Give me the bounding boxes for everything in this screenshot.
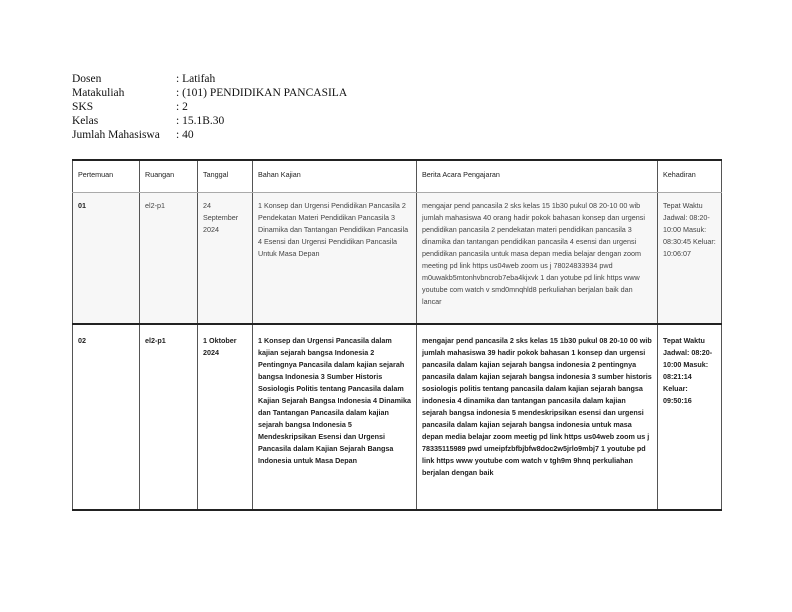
cell-pertemuan: 01 xyxy=(73,192,140,324)
header-berita-acara: Berita Acara Pengajaran xyxy=(417,160,658,192)
cell-kehadiran: Tepat Waktu Jadwal: 08:20-10:00 Masuk: 08:30:45 Keluar: 10:06:07 xyxy=(658,192,722,324)
attendance-table xyxy=(72,159,722,511)
info-label: Matakuliah xyxy=(72,87,125,99)
header-ruangan: Ruangan xyxy=(140,160,198,192)
table-row xyxy=(73,192,722,324)
info-label: Jumlah Mahasiswa xyxy=(72,129,160,141)
cell-berita-acara: mengajar pend pancasila 2 sks kelas 15 1b30 pukul 08 20-10 00 wib jumlah mahasiswa 39 hadir pokok bahasan 1 konsep dan urgensi pancasila dalam kajian sejarah bangsa indonesia 2 pentingnya pancasila dalam kajian sejarah bangsa indonesia 3 sumber historis sosiologis politis tentang pancasila dalam kajian sejarah bangsa indonesia 4 dinamika dan tantangan pancasila dalam kajian sejarah bangsa indonesia 5 mendeskripsikan esensi dan urgensi pancasila dalam kajian sejarah bangsa indonesia untuk masa depan media belajar zoom meetig pd link https us04web zoom us j 78335115989 pwd umeipfzbfbjbfw8doc2w5jrlo9mbj7 1 youtube pd link https www youtube com watch v tgh9m 9hnq perkuliahan berjalan dengan baik xyxy=(417,324,658,510)
info-value: : 2 xyxy=(176,101,188,113)
cell-tanggal: 1 Oktober 2024 xyxy=(198,324,253,510)
info-row-matakuliah xyxy=(72,86,347,100)
info-value: : 15.1B.30 xyxy=(176,115,225,127)
cell-ruangan: el2-p1 xyxy=(140,192,198,324)
header-bahan-kajian: Bahan Kajian xyxy=(253,160,417,192)
info-label: SKS xyxy=(72,101,94,113)
info-row-dosen xyxy=(72,72,347,86)
cell-ruangan: el2-p1 xyxy=(140,324,198,510)
cell-kehadiran: Tepat Waktu Jadwal: 08:20-10:00 Masuk: 08:21:14 Keluar: 09:50:16 xyxy=(658,324,722,510)
cell-bahan-kajian: 1 Konsep dan Urgensi Pendidikan Pancasila 2 Pendekatan Materi Pendidikan Pancasila 3 Dinamika dan Tantangan Pendidikan Pancasila 4 Esensi dan Urgensi Pendidikan Pancasila Untuk Masa Depan xyxy=(253,192,417,324)
header-kehadiran: Kehadiran xyxy=(658,160,722,192)
cell-tanggal: 24 September 2024 xyxy=(198,192,253,324)
info-value: : Latifah xyxy=(176,73,216,85)
info-value: : 40 xyxy=(176,129,194,141)
info-label: Kelas xyxy=(72,115,99,127)
info-row-jumlah-mahasiswa xyxy=(72,128,347,142)
cell-bahan-kajian: 1 Konsep dan Urgensi Pancasila dalam kajian sejarah bangsa Indonesia 2 Pentingnya Pancasila dalam kajian sejarah bangsa Indonesia 3 Sumber Historis Sosiologis Politis tentang Pancasila dalam Kajian Sejarah Bangsa Indonesia 4 Dinamika dan Tantangan Pancasila dalam kajian sejarah bangsa Indonesia 5 Mendeskripsikan Esensi dan Urgensi Pancasila dalam Kajian Sejarah Bangsa Indonesia untuk Masa Depan xyxy=(253,324,417,510)
header-tanggal: Tanggal xyxy=(198,160,253,192)
cell-berita-acara: mengajar pend pancasila 2 sks kelas 15 1b30 pukul 08 20-10 00 wib jumlah mahasiswa 40 orang hadir pokok bahasan konsep dan urgensi pendidikan pancasila 2 pendekatan materi pendidikan pancasila 3 dinamika dan tantangan pendidikan pancasila 4 esensi dan urgensi pendidikan pancasila untuk masa depan media belajar dengan zoom meeting pd link https us04web zoom us j 78024833934 pwd m0uwakb5mtonhvbncrob7eba4kjxvk 1 dan yotube pd link https www youtube com watch v smd0mnqhld8 perkuliahan berjalan baik dan lancar xyxy=(417,192,658,324)
header-pertemuan: Pertemuan xyxy=(73,160,140,192)
info-label: Dosen xyxy=(72,73,102,85)
course-info xyxy=(72,72,347,142)
info-row-kelas xyxy=(72,114,347,128)
info-row-sks xyxy=(72,100,347,114)
info-value: : (101) PENDIDIKAN PANCASILA xyxy=(176,87,348,99)
table-header-row xyxy=(73,160,722,192)
cell-pertemuan: 02 xyxy=(73,324,140,510)
table-row xyxy=(73,324,722,510)
